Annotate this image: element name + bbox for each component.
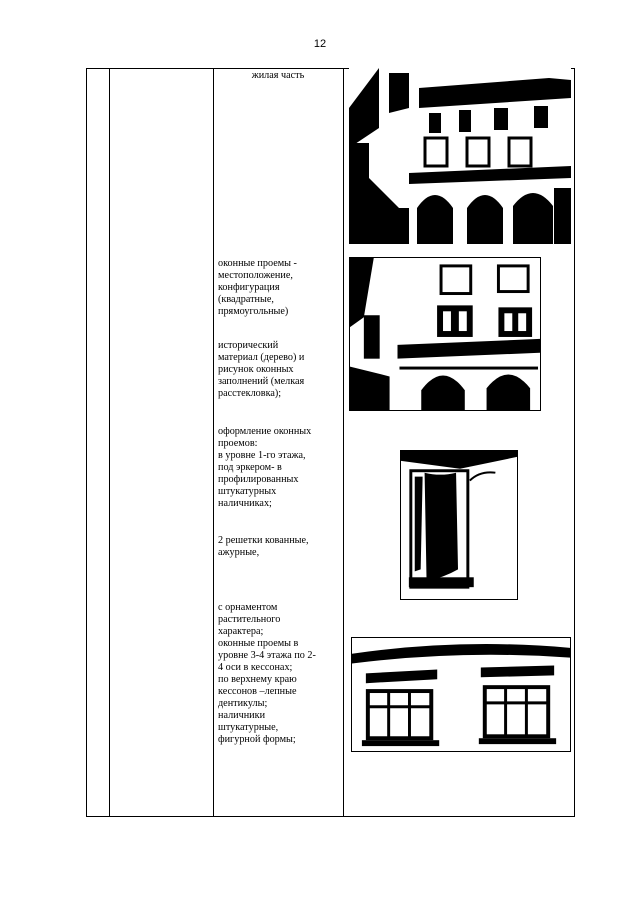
- page-number: 12: [313, 38, 327, 50]
- grille-photo: [400, 450, 518, 600]
- facade-photo: [349, 68, 571, 244]
- coffer-windows-photo: [351, 637, 571, 752]
- ornament-text: с орнаментом растительного характера; оконные проемы в уровне 3-4 этажа по 2- 4 оси в кессонах; по верхнему краю кессонов –лепные дентикулы; наличники штукатурные, фигурной формы;: [218, 602, 316, 745]
- column-divider-2: [213, 69, 214, 816]
- column-divider-1: [109, 69, 110, 816]
- window-decor-text: оформление оконных проемов: в уровне 1-го этажа, под эркером- в профилированных штукатурных наличниках;: [218, 426, 312, 509]
- residential-part-label: жилая часть: [251, 70, 305, 81]
- window-openings-text: оконные проемы - местоположение, конфигурация (квадратные, прямоугольные): [218, 258, 297, 317]
- grilles-text: 2 решетки кованные, ажурные,: [218, 535, 309, 558]
- column-divider-3: [343, 69, 344, 816]
- window-openings-photo: [349, 257, 541, 411]
- historic-material-text: исторический материал (дерево) и рисунок оконных заполнений (мелкая расстекловка);: [218, 340, 305, 399]
